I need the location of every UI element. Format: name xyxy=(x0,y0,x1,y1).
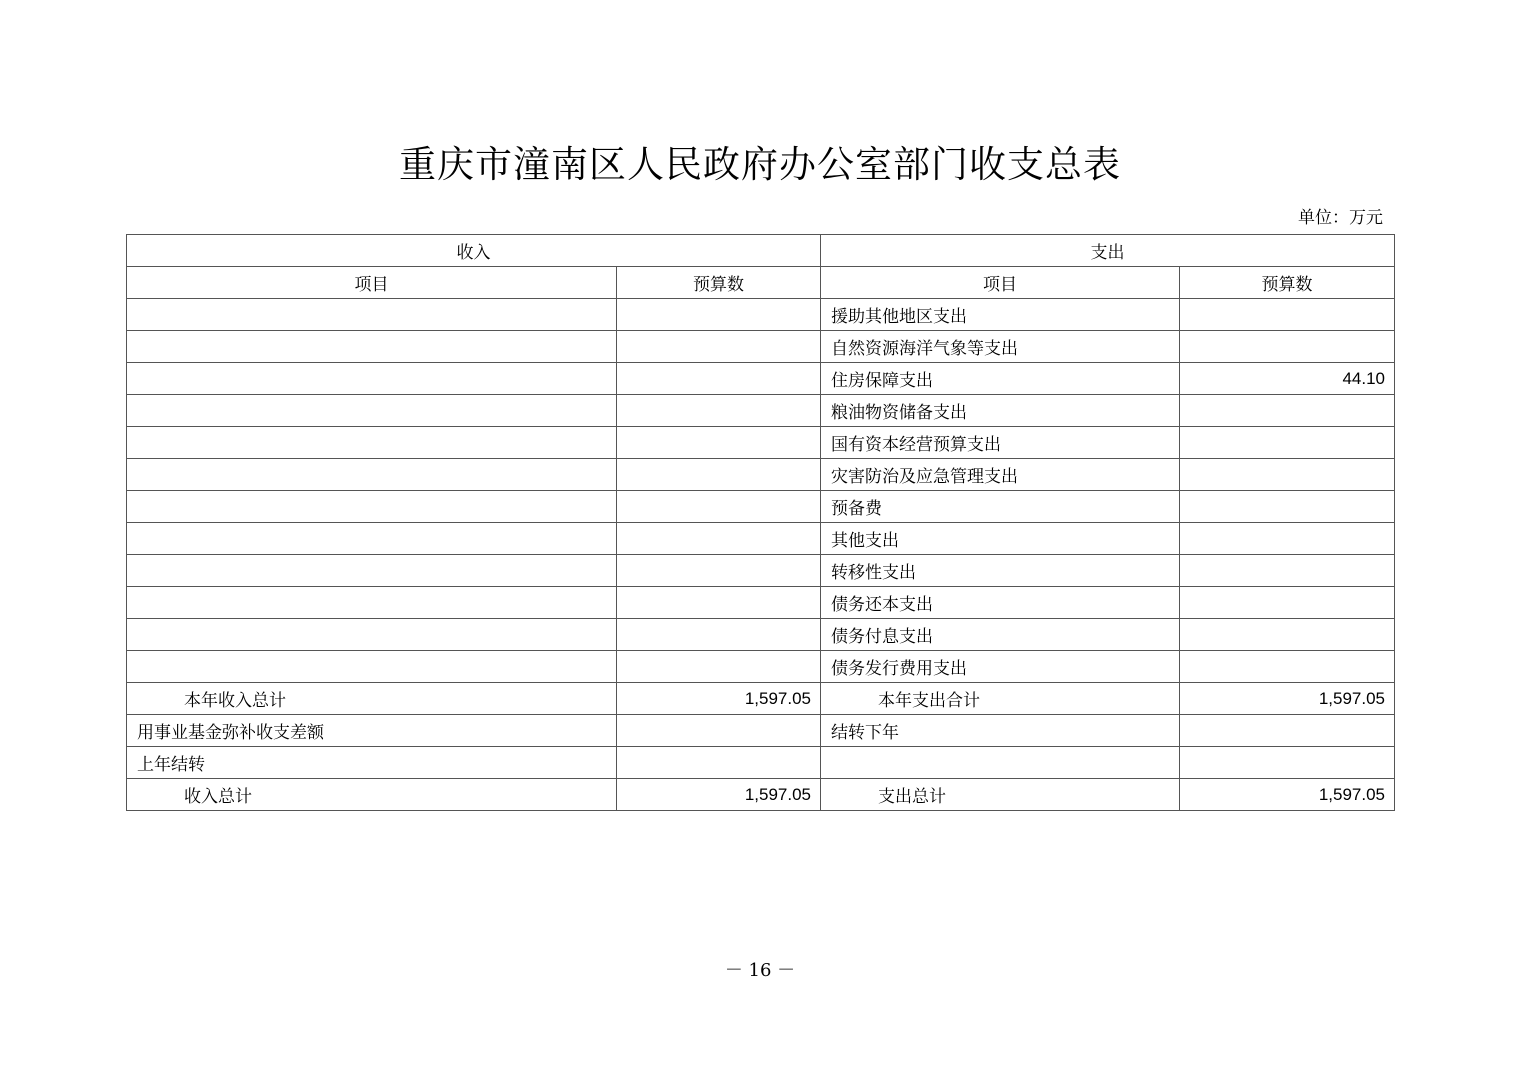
income-amount-cell xyxy=(617,395,821,427)
expense-item-cell: 支出总计 xyxy=(821,779,1180,811)
income-item-header: 项目 xyxy=(127,267,617,299)
income-amount-cell xyxy=(617,299,821,331)
income-item-cell xyxy=(127,459,617,491)
expense-item-cell: 国有资本经营预算支出 xyxy=(821,427,1180,459)
table-row xyxy=(127,331,1395,363)
income-item-cell xyxy=(127,619,617,651)
table-row xyxy=(127,299,1395,331)
table-column-header-row xyxy=(127,267,1395,299)
expense-item-cell: 住房保障支出 xyxy=(821,363,1180,395)
expense-item-cell: 债务付息支出 xyxy=(821,619,1180,651)
table-row xyxy=(127,587,1395,619)
table-row xyxy=(127,715,1395,747)
expense-item-cell: 本年支出合计 xyxy=(821,683,1180,715)
expense-item-cell: 转移性支出 xyxy=(821,555,1180,587)
income-amount-cell xyxy=(617,459,821,491)
income-amount-cell xyxy=(617,363,821,395)
expense-item-cell: 预备费 xyxy=(821,491,1180,523)
expense-item-cell: 自然资源海洋气象等支出 xyxy=(821,331,1180,363)
expense-item-cell xyxy=(821,747,1180,779)
table-row xyxy=(127,459,1395,491)
budget-summary-table xyxy=(126,234,1395,811)
table-row xyxy=(127,747,1395,779)
table-row xyxy=(127,619,1395,651)
expense-amount-cell xyxy=(1180,587,1395,619)
income-amount-cell xyxy=(617,427,821,459)
table-row xyxy=(127,491,1395,523)
income-item-cell xyxy=(127,395,617,427)
unit-label: 单位：万元 xyxy=(1298,208,1383,228)
table-row xyxy=(127,651,1395,683)
expense-item-header: 项目 xyxy=(821,267,1180,299)
expense-amount-cell xyxy=(1180,299,1395,331)
income-item-cell: 本年收入总计 xyxy=(127,683,617,715)
expense-item-cell: 灾害防治及应急管理支出 xyxy=(821,459,1180,491)
income-amount-cell xyxy=(617,747,821,779)
expense-item-cell: 结转下年 xyxy=(821,715,1180,747)
income-item-cell xyxy=(127,491,617,523)
table-row xyxy=(127,683,1395,715)
table-row xyxy=(127,779,1395,811)
income-item-cell: 用事业基金弥补收支差额 xyxy=(127,715,617,747)
expense-amount-cell xyxy=(1180,427,1395,459)
income-amount-cell xyxy=(617,651,821,683)
table-row xyxy=(127,523,1395,555)
income-amount-cell: 1,597.05 xyxy=(617,683,821,715)
table-row xyxy=(127,395,1395,427)
expense-amount-cell xyxy=(1180,619,1395,651)
expense-amount-cell xyxy=(1180,651,1395,683)
income-item-cell xyxy=(127,587,617,619)
table-group-header-row xyxy=(127,235,1395,267)
expense-amount-cell: 1,597.05 xyxy=(1180,683,1395,715)
expense-amount-cell xyxy=(1180,395,1395,427)
income-budget-header: 预算数 xyxy=(617,267,821,299)
income-amount-cell xyxy=(617,331,821,363)
income-item-cell xyxy=(127,299,617,331)
income-item-cell xyxy=(127,555,617,587)
expense-amount-cell xyxy=(1180,747,1395,779)
income-item-cell xyxy=(127,331,617,363)
expense-amount-cell xyxy=(1180,491,1395,523)
page-title: 重庆市潼南区人民政府办公室部门收支总表 xyxy=(399,143,1121,186)
income-amount-cell xyxy=(617,555,821,587)
expense-amount-cell: 44.10 xyxy=(1180,363,1395,395)
income-amount-cell xyxy=(617,491,821,523)
expense-budget-header: 预算数 xyxy=(1180,267,1395,299)
expense-item-cell: 援助其他地区支出 xyxy=(821,299,1180,331)
income-item-cell: 收入总计 xyxy=(127,779,617,811)
expense-amount-cell xyxy=(1180,459,1395,491)
income-amount-cell xyxy=(617,715,821,747)
income-amount-cell xyxy=(617,523,821,555)
income-amount-cell xyxy=(617,587,821,619)
income-item-cell: 上年结转 xyxy=(127,747,617,779)
income-item-cell xyxy=(127,523,617,555)
expense-group-header: 支出 xyxy=(821,235,1395,267)
expense-amount-cell xyxy=(1180,331,1395,363)
income-group-header: 收入 xyxy=(127,235,821,267)
expense-item-cell: 粮油物资储备支出 xyxy=(821,395,1180,427)
page-number: － 16 － xyxy=(724,960,796,981)
expense-amount-cell xyxy=(1180,715,1395,747)
expense-item-cell: 债务还本支出 xyxy=(821,587,1180,619)
expense-amount-cell: 1,597.05 xyxy=(1180,779,1395,811)
expense-item-cell: 其他支出 xyxy=(821,523,1180,555)
income-item-cell xyxy=(127,427,617,459)
table-row xyxy=(127,363,1395,395)
income-item-cell xyxy=(127,363,617,395)
expense-amount-cell xyxy=(1180,555,1395,587)
expense-item-cell: 债务发行费用支出 xyxy=(821,651,1180,683)
income-amount-cell xyxy=(617,619,821,651)
table-row xyxy=(127,427,1395,459)
income-item-cell xyxy=(127,651,617,683)
expense-amount-cell xyxy=(1180,523,1395,555)
table-row xyxy=(127,555,1395,587)
income-amount-cell: 1,597.05 xyxy=(617,779,821,811)
